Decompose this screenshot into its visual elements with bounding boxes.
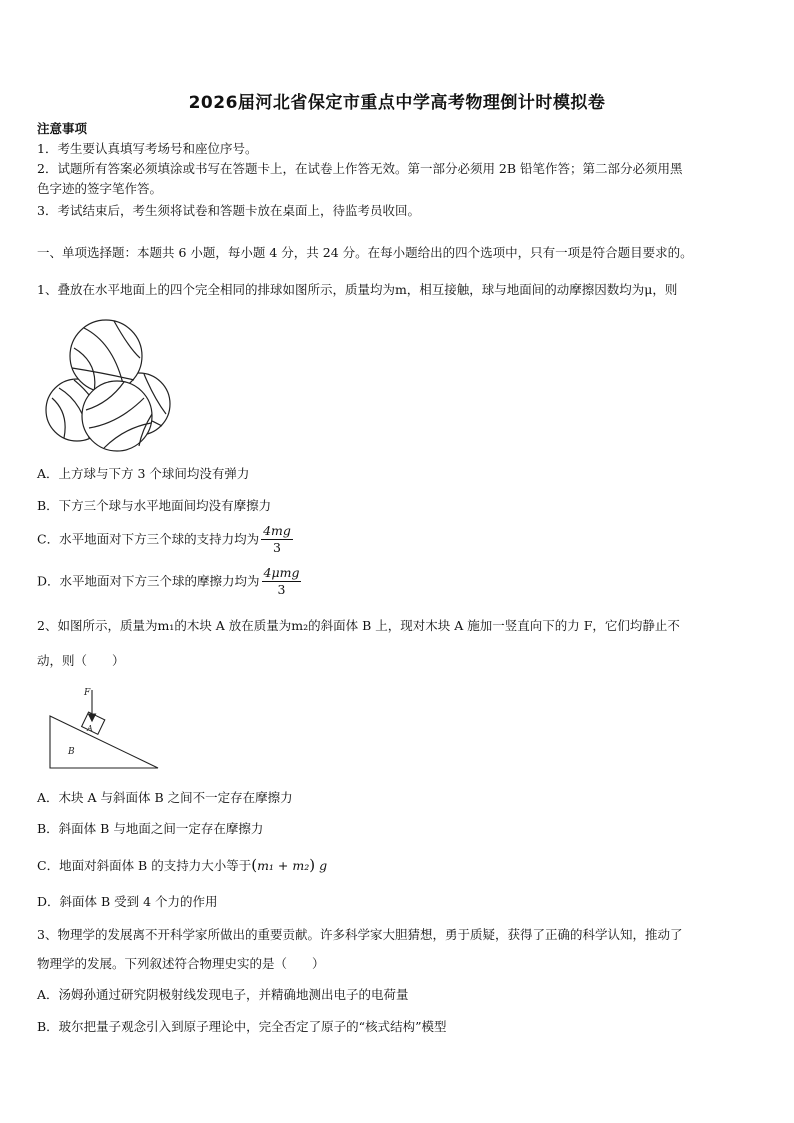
q3-option-a: A．汤姆孙通过研究阴极射线发现电子，并精确地测出电子的电荷量 <box>37 987 409 1002</box>
q1-option-c-text: C．水平地面对下方三个球的支持力均为 <box>37 531 260 547</box>
q1-d-numerator: 4μmg <box>263 565 300 580</box>
notice-2-cont: 色字迹的签字笔作答。 <box>37 181 163 196</box>
q1-c-numerator: 4mg <box>263 523 291 538</box>
notice-2: 2．试题所有答案必须填涂或书写在答题卡上，在试卷上作答无效。第一部分必须用 2B 铅笔作答；第二部分必须用黑 <box>37 161 683 176</box>
q2-option-c-text: C．地面对斜面体 B 的支持力大小等于 <box>37 858 252 873</box>
q1-option-c <box>37 523 759 563</box>
q3-stem-2: 物理学的发展。下列叙述符合物理史实的是（ ） <box>37 956 325 971</box>
force-label-f: F <box>84 688 91 698</box>
q2-option-c-g: g <box>319 858 328 873</box>
q1-option-a: A．上方球与下方 3 个球间均没有弹力 <box>37 466 250 481</box>
notice-3: 3．考试结束后，考生须将试卷和答题卡放在桌面上，待监考员收回。 <box>37 203 420 218</box>
q2-option-d: D．斜面体 B 受到 4 个力的作用 <box>37 894 218 909</box>
q2-option-b: B．斜面体 B 与地面之间一定存在摩擦力 <box>37 821 264 836</box>
section-heading: 一、单项选择题：本题共 6 小题，每小题 4 分，共 24 分。在每小题给出的四个选项中，只有一项是符合题目要求的。 <box>37 245 693 260</box>
q2-option-c-expr: m₁ + m₂ <box>257 858 310 873</box>
notice-heading: 注意事项 <box>37 121 88 136</box>
q1-option-b: B．下方三个球与水平地面间均没有摩擦力 <box>37 498 272 513</box>
q1-d-denominator: 3 <box>277 582 286 597</box>
exam-title: 2026届河北省保定市重点中学高考物理倒计时模拟卷 <box>188 93 606 113</box>
incline-block-figure <box>44 684 164 774</box>
q2-option-c: C．地面对斜面体 B 的支持力大小等于(m₁ + m₂) g <box>37 856 328 874</box>
notice-1: 1．考生要认真填写考场号和座位序号。 <box>37 141 258 156</box>
volleyball-stack-figure <box>44 318 174 453</box>
q1-c-denominator: 3 <box>273 540 281 555</box>
q2-stem-2: 动，则（ ） <box>37 653 125 668</box>
q1-option-d-fraction <box>262 565 302 598</box>
q2-stem-1: 2、如图所示，质量为m₁的木块 A 放在质量为m₂的斜面体 B 上，现对木块 A 施加一竖直向下的力 F，它们均静止不 <box>37 618 680 633</box>
q1-option-d-text: D．水平地面对下方三个球的摩擦力均为 <box>37 573 260 589</box>
q1-option-c-fraction <box>261 523 293 556</box>
incline-label-b: B <box>68 747 75 757</box>
q1-option-d <box>37 565 759 605</box>
block-label-a: A <box>87 724 93 733</box>
q2-option-a: A．木块 A 与斜面体 B 之间不一定存在摩擦力 <box>37 790 293 805</box>
q3-stem-1: 3、物理学的发展离不开科学家所做出的重要贡献。许多科学家大胆猜想，勇于质疑，获得了正确的科学认知，推动了 <box>37 927 683 942</box>
q1-stem: 1、叠放在水平地面上的四个完全相同的排球如图所示，质量均为m，相互接触，球与地面间的动摩擦因数均为μ，则 <box>37 282 678 297</box>
q3-option-b: B．玻尔把量子观念引入到原子理论中，完全否定了原子的“核式结构”模型 <box>37 1019 447 1034</box>
